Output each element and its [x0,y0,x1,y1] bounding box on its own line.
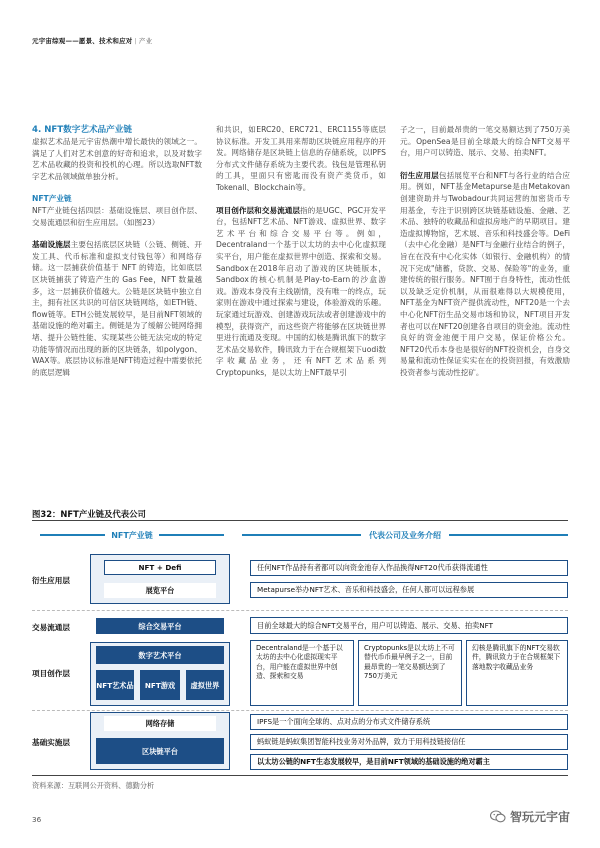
derivative-keyword: 衍生应用层 [400,170,439,180]
derivative-paragraph [400,170,570,379]
row-divider [32,710,568,711]
desc-metapurse: Metapurse举办NFT艺术、音乐和科技盛会，任何人都可以远程参展 [250,582,568,598]
desc-decentraland: Decentraland是一个基于以太坊的去中心化虚拟现实平台，用户能在虚拟世界中创造、探索和交易 [250,640,354,706]
desc-antchain: 蚂蚁链是蚂蚁集团智能科技业务对外品牌，致力于用科技链接信任 [250,734,568,750]
left-header-label: NFT产业链 [105,530,159,541]
infra-paragraph [32,239,202,378]
row-trading [32,612,568,642]
node-network-storage: 网络存储 [104,716,216,731]
row-label-creation: 项目创作层 [32,668,70,678]
row-creation [32,640,568,706]
opensea-paragraph: 子之一，目前最昂贵的一笔交易额达到了750万美元。OpenSea是目前全球最大的综合NFT交易平台，用户可以铸造、展示、交易、拍卖NFT。 [400,125,570,158]
node-virtual-world: 虚拟世界 [186,670,224,700]
project-paragraph [216,205,386,379]
row-derivative [32,550,568,610]
node-digital-art: 数字艺术平台 [96,646,224,664]
wechat-icon [490,810,506,823]
desc-ipfs: IPFS是一个面向全球的、点对点的分布式文件储存系统 [250,714,568,730]
node-nft-art: NFT艺术品 [96,670,134,700]
text-column-3 [400,124,570,378]
node-nft-defi: NFT + Defi [104,560,216,575]
industry-chain-diagram [32,522,568,772]
project-keyword: 项目创作层和交易流通层 [216,205,300,215]
figure-source: 资料来源：互联网公开资料、德勤分析 [32,781,155,790]
watermark [490,808,570,825]
desc-defi: 任何NFT作品持有者都可以向资金池存入作品换得NFT20代币获得流通性 [250,560,568,576]
chain-subtitle: NFT产业链 [32,194,72,204]
header-category: 产业 [138,37,153,45]
text-column-2 [216,124,386,378]
right-header [242,526,568,544]
row-divider [32,610,568,611]
header-title: 元宇宙综观——愿景、技术和应对 [32,37,133,45]
row-infra [32,712,568,772]
protocol-paragraph: 和共识，如ERC20、ERC721、ERC1155等底层协议标准。开发工具用来帮助区块链应用程序的开发。网络储存是区块链上信息的存储系统，以IPFS分布式文件储存系统为主要代表。钱包是管理私钥的工具，里面只有密匙而没有资产类货币，如Tokenall、Blockchain等。 [216,125,386,192]
chain-paragraph: NFT产业链包括四层：基础设施层、项目创作层、交易流通层和衍生应用层。（如图23） [32,205,202,227]
left-header [32,526,232,544]
right-header-label: 代表公司及业务介绍 [361,530,449,541]
infra-text: 主要包括底层区块链（公链、侧链、开发工具、代币标准和虚拟支付钱包等）和网络存储。这一层捕获价值基于 NFT 的铸造，比如底层区块链捕获了铸造产生的 Gas Fee，NFT 数量越多，这一层捕获价值越大。公链是区块链中独立自主，拥有社区共识的可信区块链网络，如ETH链、flow链等。ETH公链发展较早，是目前NFT领域的基础设施的绝对霸主。侧链是为了缓解公链网络拥堵、提升公链性能、实现某些公链无法完成的特定功能等情况而出现的新的区块链条，如polygon、WAX等。底层协议标准是NFT铸造过程中需要依托的底层逻辑 [32,240,203,377]
section-title: 4. NFT数字艺术品产业链 [32,125,132,135]
row-label-trading: 交易流通层 [32,622,70,632]
page-number: 36 [32,815,42,824]
project-text: 指的是UGC、PGC开发平台，包括NFT艺术品、NFT游戏、虚拟世界、数字艺术平台和综合交易平台等。例如，Decentraland一个基于以太坊的去中心化虚拟现实平台，用户能在虚拟世界中创造、探索和交易。Sandbox在2018年启动了游戏的区块链版本，Sandbox的核心机制是Play-to-Earn的沙盒游戏。游戏本身没有主线剧情，没有唯一的终点，玩家则在游戏中通过探索与建设，体验游戏的乐趣。玩家通过玩游戏、创建游戏玩法或者创建游戏中的模型，获得资产，而这些资产将能够在区块链世界里进行流通及变现。中国的幻核是腾讯旗下的数字艺术品交易软件，腾讯致力于在合规框架下uodi数字收藏品业务，还有NFT艺术品系列Cryptopunks，是以太坊上NFT最早引 [216,205,387,377]
figure-title: 图32：NFT产业链及代表公司 [32,509,146,519]
watermark-text: 智玩元宇宙 [509,810,570,824]
infra-keyword: 基础设施层 [32,240,71,250]
header-divider: | [134,37,137,45]
desc-opensea: 目前全球最大的综合NFT交易平台，用户可以铸造、展示、交易、拍卖NFT [250,617,568,634]
running-header [32,36,152,45]
node-integrated: 综合交易平台 [96,618,224,634]
node-blockchain: 区块链平台 [96,738,224,764]
figure-top-rule [32,520,568,521]
node-exhibition: 展览平台 [104,583,216,598]
row-label-derivative: 衍生应用层 [32,575,70,585]
node-nft-game: NFT游戏 [140,670,180,700]
desc-huanhe: 幻核是腾讯旗下的NFT交易软件，腾讯致力于在合规框架下落地数字收藏品业务 [466,640,568,706]
desc-eth: 以太坊公链的NFT生态发展较早，是目前NFT领域的基础设施的绝对霸主 [250,754,568,770]
figure-bottom-rule [32,775,568,776]
derivative-text: 包括展览平台和NFT与各行业的结合应用。例如，NFT基金Metapurse是由Metakovan创建资助并与Twobadour共同运营的加密货币专用基金，专注于识别跨区块链基础设施、金融、艺术品、独特的收藏品和虚拟房地产的早期项目。建造虚拟博物馆，艺术展、音乐和科技盛会等。DeFi（去中心化金融）是NFT与金融行业结合的例子，旨在在没有中心化实体（如银行、金融机构）的情况下完成"储蓄，贷款、交易、保险等"的业务，重建传统的银行服务。NFT囿于自身特性，流动性低以及缺乏定价机制，从而很难得以大规模使用，NFT基金为NFT资产提供流动性，NFT20是一个去中心化NFT衍生品交易市场和协议，NFT项目开发者也可以在NFT20创建各自项目的资金池。流动性良好的资金池便于用户交易，保证价格公允。NFT20代币本身也是很好的NFT投资机会，自身交易量和流动性保证实实在在的投资回报，有效激励投资者参与流动性挖矿。 [400,170,570,377]
desc-cryptopunks: Cryptopunks是以太坊上不可替代币币最早例子之一，目前最昂贵的一笔交易额达到了750万美元 [358,640,462,706]
row-label-infra: 基础实施层 [32,737,70,747]
intro-paragraph: 虚拟艺术品是元宇宙热潮中增长最快的领域之一。满足了人们对艺术创意的好奇和追求，以及对数字艺术品收藏的投资和投机的心理。所以选取NFT数字艺术品领域做单独分析。 [32,137,202,181]
text-column-1 [32,124,202,378]
